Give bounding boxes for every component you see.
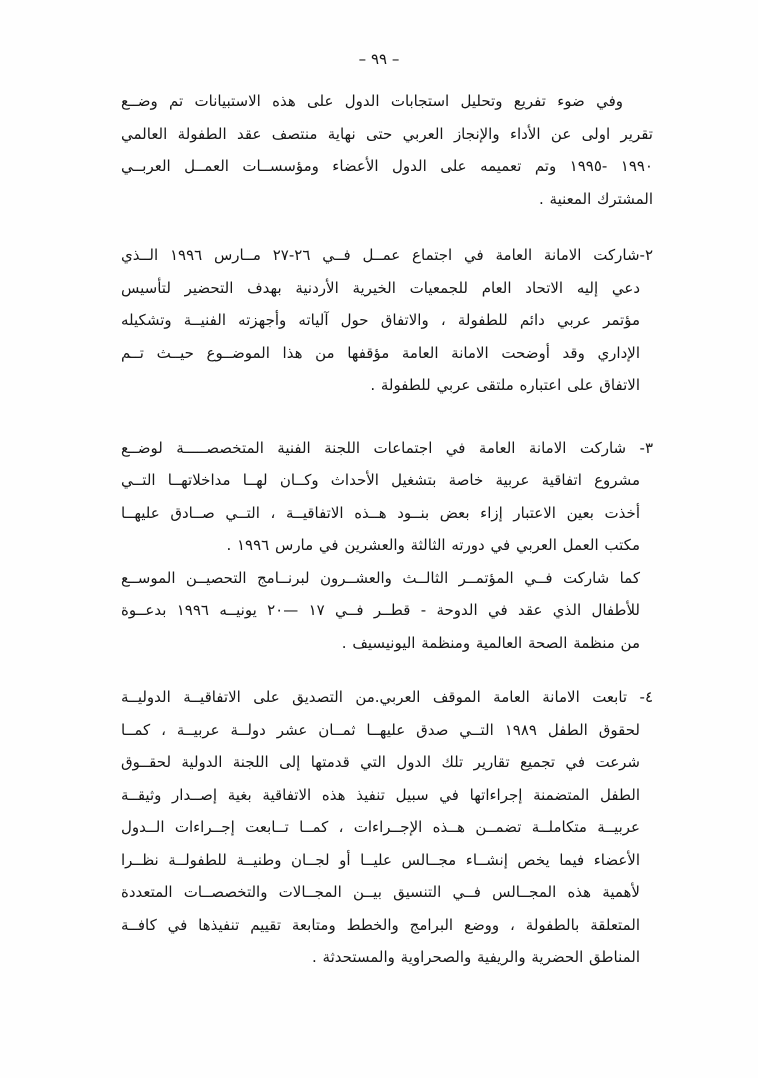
text-line: المشترك المعنية . <box>538 189 653 208</box>
text-line: مؤتمر عربي دائم للطفولة ، والاتفاق حول آلياته وأجهزته الفنيــة وتشكيله <box>121 311 640 329</box>
text-line: تقرير اولى عن الأداء والإنجاز العربي حتى نهاية منتصف عقد الطفولة العالمي <box>121 124 653 143</box>
text-line: كما شاركت فــي المؤتمــر الثالــث والعشــرون لبرنــامج التحصيــن الموســع <box>121 568 640 587</box>
text-line: أخذت بعين الاعتبار إزاء بعض بنــود هــذه الاتفاقيــة ، التــي صــادق عليهــا <box>121 503 640 522</box>
text-line: مشروع اتفاقية عربية خاصة بتشغيل الأحداث وكــان لهــا مداخلاتهــا التــي <box>121 471 640 489</box>
text-line: الاتفاق على اعتباره ملتقى عربي للطفولة . <box>370 376 640 394</box>
page-number: – ٩٩ – <box>358 50 400 68</box>
text-line: المناطق الحضرية والريفية والصحراوية والمستحدثة . <box>312 948 640 966</box>
item-3-paragraph <box>121 432 653 660</box>
text-line: المتعلقة بالطفولة ، ووضع البرامج والخطط ومتابعة تقييم تنفيذها في كافــة <box>121 915 640 934</box>
item-2-paragraph <box>121 239 653 402</box>
text-line: لحقوق الطفل ١٩٨٩ التــي صدق عليهــا ثمــان عشر دولــة عربيــة ، كمــا <box>121 720 640 739</box>
text-line: وفي ضوء تفريع وتحليل استجابات الدول على هذه الاستبيانات تم وضــع <box>121 92 623 110</box>
text-line: ٣- شاركت الامانة العامة في اجتماعات اللجنة الفنية المتخصصـــــة لوضــع <box>121 438 653 457</box>
text-line: لأهمية هذه المجــالس فــي التنسيق بيــن المجــالات والتخصصــات المتعددة <box>121 883 640 901</box>
text-line: ٤- تابعت الامانة العامة الموقف العربي.من التصديق على الاتفاقيــة الدوليــة <box>121 688 653 706</box>
text-line: من منظمة الصحة العالمية ومنظمة اليونيسيف . <box>341 633 640 652</box>
text-line: دعي إليه الاتحاد العام للجمعيات الخيرية الأردنية بهدف التحضير لتأسيس <box>121 278 640 297</box>
text-line: مكتب العمل العربي في دورته الثالثة والعشرين في مارس ١٩٩٦ . <box>226 536 640 554</box>
text-line: عربيــة متكاملــة تضمــن هــذه الإجــراءات ، كمــا تــابعت إجــراءات الــدول <box>121 818 640 836</box>
text-line: ٢-شاركت الامانة العامة في اجتماع عمــل فــي ٢٦-٢٧ مــارس ١٩٩٦ الــذي <box>121 246 653 264</box>
text-line: شرعت في تجميع تقارير تلك الدول التي قدمتها إلى اللجنة الدولية لحقــوق <box>121 753 640 771</box>
item-4-paragraph <box>121 681 653 974</box>
text-line: الأعضاء فيما يخص إنشــاء مجــالس عليــا أو لجــان وطنيــة للطفولــة نظــرا <box>121 850 640 869</box>
text-line: الإداري وقد أوضحت الامانة العامة مؤقفها من هذا الموضــوع حيــث تــم <box>121 343 640 362</box>
document-text-column <box>121 85 653 974</box>
intro-paragraph <box>121 85 653 215</box>
text-line: للأطفال الذي عقد في الدوحة - قطــر فــي ١٧ —٢٠ يونيــه ١٩٩٦ بدعــوة <box>121 601 640 619</box>
text-line: ١٩٩٠ -١٩٩٥ وتم تعميمه على الدول الأعضاء ومؤسســات العمــل العربــي <box>121 157 653 175</box>
text-line: الطفل المتضمنة إجراءاتها في سبيل تنفيذ هذه الاتفاقية بغية إصــدار وثيقــة <box>121 785 640 804</box>
